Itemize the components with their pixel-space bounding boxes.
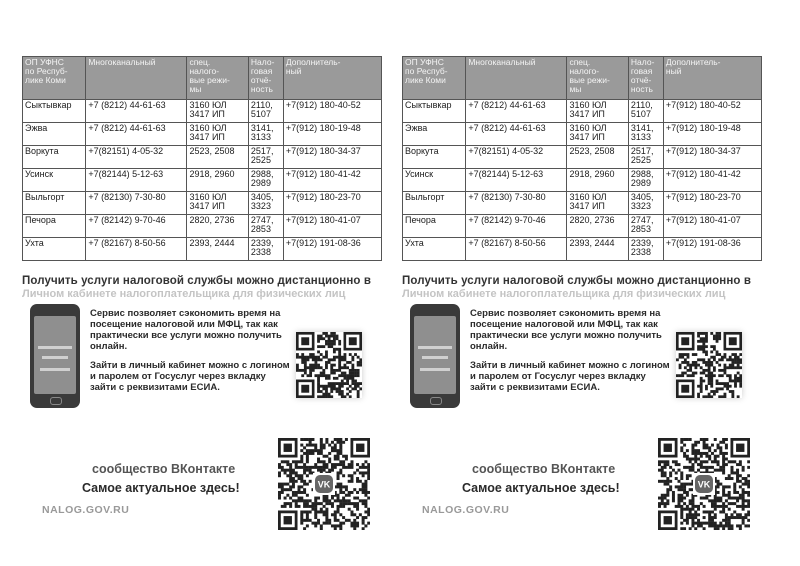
table-row [23,146,382,169]
table-cell: 2820, 2736 [187,215,248,238]
qr-code-icon [296,332,362,398]
table-cell: 3160 ЮЛ 3417 ИП [567,192,628,215]
vk-logo-label: VK [317,479,331,490]
table-cell: 2918, 2960 [187,169,248,192]
vk-community-title: сообщество ВКонтакте [472,462,616,476]
phone-home-button [430,397,442,405]
tax-contacts-table [402,56,762,261]
table-cell: +7(912) 180-41-42 [663,169,761,192]
qr-code-vk [658,438,750,530]
desc-paragraph-1: Сервис позволяет сэкономить время на посещение налоговой или МФЦ, так как практически все услуги можно получить онлайн. [90,308,282,352]
promo-subtitle: Личном кабинете налогоплательщика для физических лиц [402,288,726,300]
table-row [403,238,762,261]
table-cell: 2517, 2525 [628,146,663,169]
table-cell: +7(912) 180-41-07 [663,215,761,238]
vk-tagline: Самое актуальное здесь! [462,481,620,495]
table-cell: 2339, 2338 [628,238,663,261]
desc-paragraph-2: Зайти в личный кабинет можно с логином и паролем от Госуслуг через вкладку зайти с реквизитами ЕСИА. [90,360,290,393]
leaflet-right [402,56,782,546]
table-cell: 3160 ЮЛ 3417 ИП [567,100,628,123]
table-cell: 3141, 3133 [628,123,663,146]
qr-code-lk [676,332,742,398]
column-header: спец. налого- вые режи- мы [187,57,248,100]
table-cell: Усинск [23,169,86,192]
table-cell: Эжва [403,123,466,146]
table-cell: Сыктывкар [403,100,466,123]
vk-tagline: Самое актуальное здесь! [82,481,240,495]
service-description [470,308,670,401]
desc-paragraph-2: Зайти в личный кабинет можно с логином и паролем от Госуслуг через вкладку зайти с реквизитами ЕСИА. [470,360,670,393]
vk-community-title: сообщество ВКонтакте [92,462,236,476]
desc-paragraph-1: Сервис позволяет сэкономить время на посещение налоговой или МФЦ, так как практически все услуги можно получить онлайн. [470,308,662,352]
table-cell: +7 (8212) 44-61-63 [86,123,187,146]
table-cell: 2517, 2525 [248,146,283,169]
table-row [23,123,382,146]
table-cell: 2820, 2736 [567,215,628,238]
table-row [23,100,382,123]
table-cell: +7(912) 180-23-70 [663,192,761,215]
table-cell: Ухта [403,238,466,261]
table-cell: +7(912) 180-41-42 [283,169,381,192]
table-cell: Ухта [23,238,86,261]
table-row [23,192,382,215]
table-cell: 3160 ЮЛ 3417 ИП [187,123,248,146]
table-cell: +7(912) 180-34-37 [283,146,381,169]
table-cell: 3405, 3323 [248,192,283,215]
table-cell: +7(912) 191-08-36 [283,238,381,261]
table-row [23,169,382,192]
promo-title: Получить услуги налоговой службы можно дистанционно в [22,275,371,287]
table-cell: +7(912) 180-41-07 [283,215,381,238]
table-cell: 2110, 5107 [248,100,283,123]
table-header-row [23,57,382,100]
table-cell: +7(912) 191-08-36 [663,238,761,261]
table-row [403,169,762,192]
qr-code-vk [278,438,370,530]
table-cell: +7(912) 180-34-37 [663,146,761,169]
table-cell: 2110, 5107 [628,100,663,123]
table-cell: Печора [23,215,86,238]
table-cell: +7 (8212) 44-61-63 [86,100,187,123]
table-cell: 2747, 2853 [628,215,663,238]
table-cell: +7(82151) 4-05-32 [466,146,567,169]
table-header-row [403,57,762,100]
table-cell: 3160 ЮЛ 3417 ИП [567,123,628,146]
table-cell: Эжва [23,123,86,146]
table-cell: Выльгорт [403,192,466,215]
table-cell: +7 (82167) 8-50-56 [466,238,567,261]
table-row [403,215,762,238]
column-header: Многоканальный [86,57,187,100]
table-cell: Воркута [23,146,86,169]
table-cell: 3160 ЮЛ 3417 ИП [187,192,248,215]
table-cell: Воркута [403,146,466,169]
table-cell: +7 (8212) 44-61-63 [466,100,567,123]
table-cell: +7(912) 180-40-52 [283,100,381,123]
table-row [403,123,762,146]
column-header: Нало- говая отчё- ность [628,57,663,100]
qr-code-icon [278,438,370,530]
table-cell: +7 (82142) 9-70-46 [86,215,187,238]
promo-subtitle: Личном кабинете налогоплательщика для физических лиц [22,288,346,300]
table-cell: 3141, 3133 [248,123,283,146]
site-url: NALOG.GOV.RU [422,504,510,516]
qr-code-icon [676,332,742,398]
table-cell: Печора [403,215,466,238]
table-cell: 3160 ЮЛ 3417 ИП [187,100,248,123]
phone-screen [34,316,76,394]
tax-contacts-table [22,56,382,261]
table-cell: +7(912) 180-23-70 [283,192,381,215]
service-description [90,308,290,401]
column-header: Дополнитель- ный [663,57,761,100]
table-row [23,238,382,261]
table-cell: +7 (82130) 7-30-80 [466,192,567,215]
column-header: Дополнитель- ный [283,57,381,100]
table-cell: 3405, 3323 [628,192,663,215]
table-cell: +7(82144) 5-12-63 [86,169,187,192]
table-cell: 2988, 2989 [628,169,663,192]
column-header: спец. налого- вые режи- мы [567,57,628,100]
table-cell: +7(912) 180-19-48 [283,123,381,146]
table-cell: +7(912) 180-40-52 [663,100,761,123]
table-row [403,146,762,169]
qr-code-lk [296,332,362,398]
table-cell: +7 (8212) 44-61-63 [466,123,567,146]
phone-illustration [30,304,80,408]
table-cell: +7(82144) 5-12-63 [466,169,567,192]
phone-illustration [410,304,460,408]
table-cell: +7 (82167) 8-50-56 [86,238,187,261]
table-cell: 2747, 2853 [248,215,283,238]
site-url: NALOG.GOV.RU [42,504,130,516]
table-cell: 2918, 2960 [567,169,628,192]
table-cell: Усинск [403,169,466,192]
table-cell: +7(82151) 4-05-32 [86,146,187,169]
table-cell: 2523, 2508 [567,146,628,169]
phone-home-button [50,397,62,405]
table-cell: 2393, 2444 [187,238,248,261]
table-cell: 2339, 2338 [248,238,283,261]
column-header: Нало- говая отчё- ность [248,57,283,100]
table-cell: 2523, 2508 [187,146,248,169]
qr-code-icon [658,438,750,530]
leaflet-left [22,56,402,546]
table-cell: +7(912) 180-19-48 [663,123,761,146]
column-header: ОП УФНС по Респуб- лике Коми [403,57,466,100]
table-cell: 2393, 2444 [567,238,628,261]
phone-screen [414,316,456,394]
table-cell: 2988, 2989 [248,169,283,192]
table-cell: +7 (82130) 7-30-80 [86,192,187,215]
table-cell: +7 (82142) 9-70-46 [466,215,567,238]
column-header: ОП УФНС по Респуб- лике Коми [23,57,86,100]
vk-logo-label: VK [697,479,711,490]
table-cell: Выльгорт [23,192,86,215]
table-row [403,100,762,123]
column-header: Многоканальный [466,57,567,100]
promo-title: Получить услуги налоговой службы можно дистанционно в [402,275,751,287]
table-row [23,215,382,238]
table-row [403,192,762,215]
table-cell: Сыктывкар [23,100,86,123]
